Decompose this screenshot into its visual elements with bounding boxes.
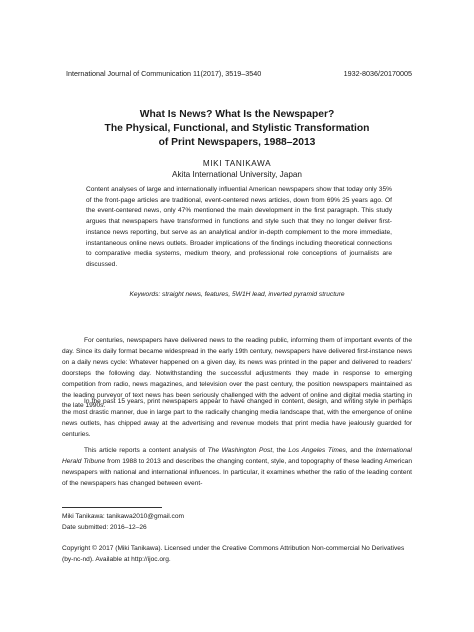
- author-name: MIKI TANIKAWA: [202, 159, 272, 168]
- text-run: This article reports a content analysis of: [84, 447, 208, 454]
- publication-name: The Washington Post: [207, 447, 273, 454]
- body-paragraph-1: For centuries, newspapers have delivered news to the reading public, informing them of important events of the day. Since its daily format became widespread in the early 19th century, newspapers have delivered first-instance news on a daily news cycle: Whatever happened on a given day, its news was printed in the paper and delivered to readers' doorsteps the following day. Notwithstanding the successful adjustments they made in response to emerging competition from radio, news magazines, and television over the past century, the position newspapers maintained as the leading purveyor of text news has been seriously challenged with the advent of online and digital media starting in the late 1990s.: [62, 337, 412, 410]
- paper-title-line-2: The Physical, Functional, and Stylistic Transformation: [104, 123, 370, 134]
- text-run: , and the: [345, 447, 376, 454]
- running-header: [66, 69, 412, 78]
- journal-citation: International Journal of Communication 11(2017), 3519–3540: [66, 69, 262, 78]
- abstract: Content analyses of large and internationally influential American newspapers show that today only 35% of the front-page articles are traditional, event-centered news articles, down from 69% 25 years ago. Of the event-centered news, only 47% mentioned the main development in the first paragraph. This study argues that newspapers have transformed in functions and style such that they no longer deliver first-instance news reporting, but serve as an analytical and/or in-depth complement to the more immediate, instantaneous online news outlets. Broader implications of the findings including theoretical connections to comparative media systems, medium theory, and professional role conceptions of journalists are discussed.: [86, 186, 392, 268]
- body-paragraph-3: [62, 446, 412, 490]
- footnote-divider: [62, 507, 162, 508]
- title-block: [40, 108, 434, 180]
- text-run: from 1988 to 2013 and describes the changing content, style, and topography of these leading American newspapers with national and international influences. In particular, it examines whether the ratio of the leading content of the newspapers has changed between event-: [62, 457, 413, 487]
- publication-name: International Herald Tribune: [62, 447, 412, 465]
- issn: 1932-8036/20170005: [343, 69, 412, 78]
- copyright-notice: Copyright © 2017 (Miki Tanikawa). Licensed under the Creative Commons Attribution Non-commercial No Derivatives (by-nc-nd). Available at http://ijoc.org.: [62, 545, 405, 563]
- author-email: Miki Tanikawa: tanikawa2010@gmail.com: [62, 513, 185, 520]
- author-affiliation: Akita International University, Japan: [171, 170, 302, 179]
- paper-title-line-3: of Print Newspapers, 1988–2013: [158, 137, 316, 148]
- paper-title-line-1: What Is News? What Is the Newspaper?: [139, 109, 335, 120]
- body-paragraph-2: In the past 15 years, print newspapers appear to have changed in content, design, and writing style in perhaps the most drastic manner, due in large part to the radically changing media landscape that, with the emergence of online news outlets, has chipped away at the advertising and revenue models that print media have jealously guarded for centuries.: [62, 398, 412, 438]
- date-submitted: Date submitted: 2016–12–26: [62, 524, 147, 531]
- publication-name: Los Angeles Times: [288, 447, 346, 454]
- keywords: Keywords: straight news, features, 5W1H lead, inverted pyramid structure: [129, 291, 345, 298]
- text-run: , the: [272, 447, 289, 454]
